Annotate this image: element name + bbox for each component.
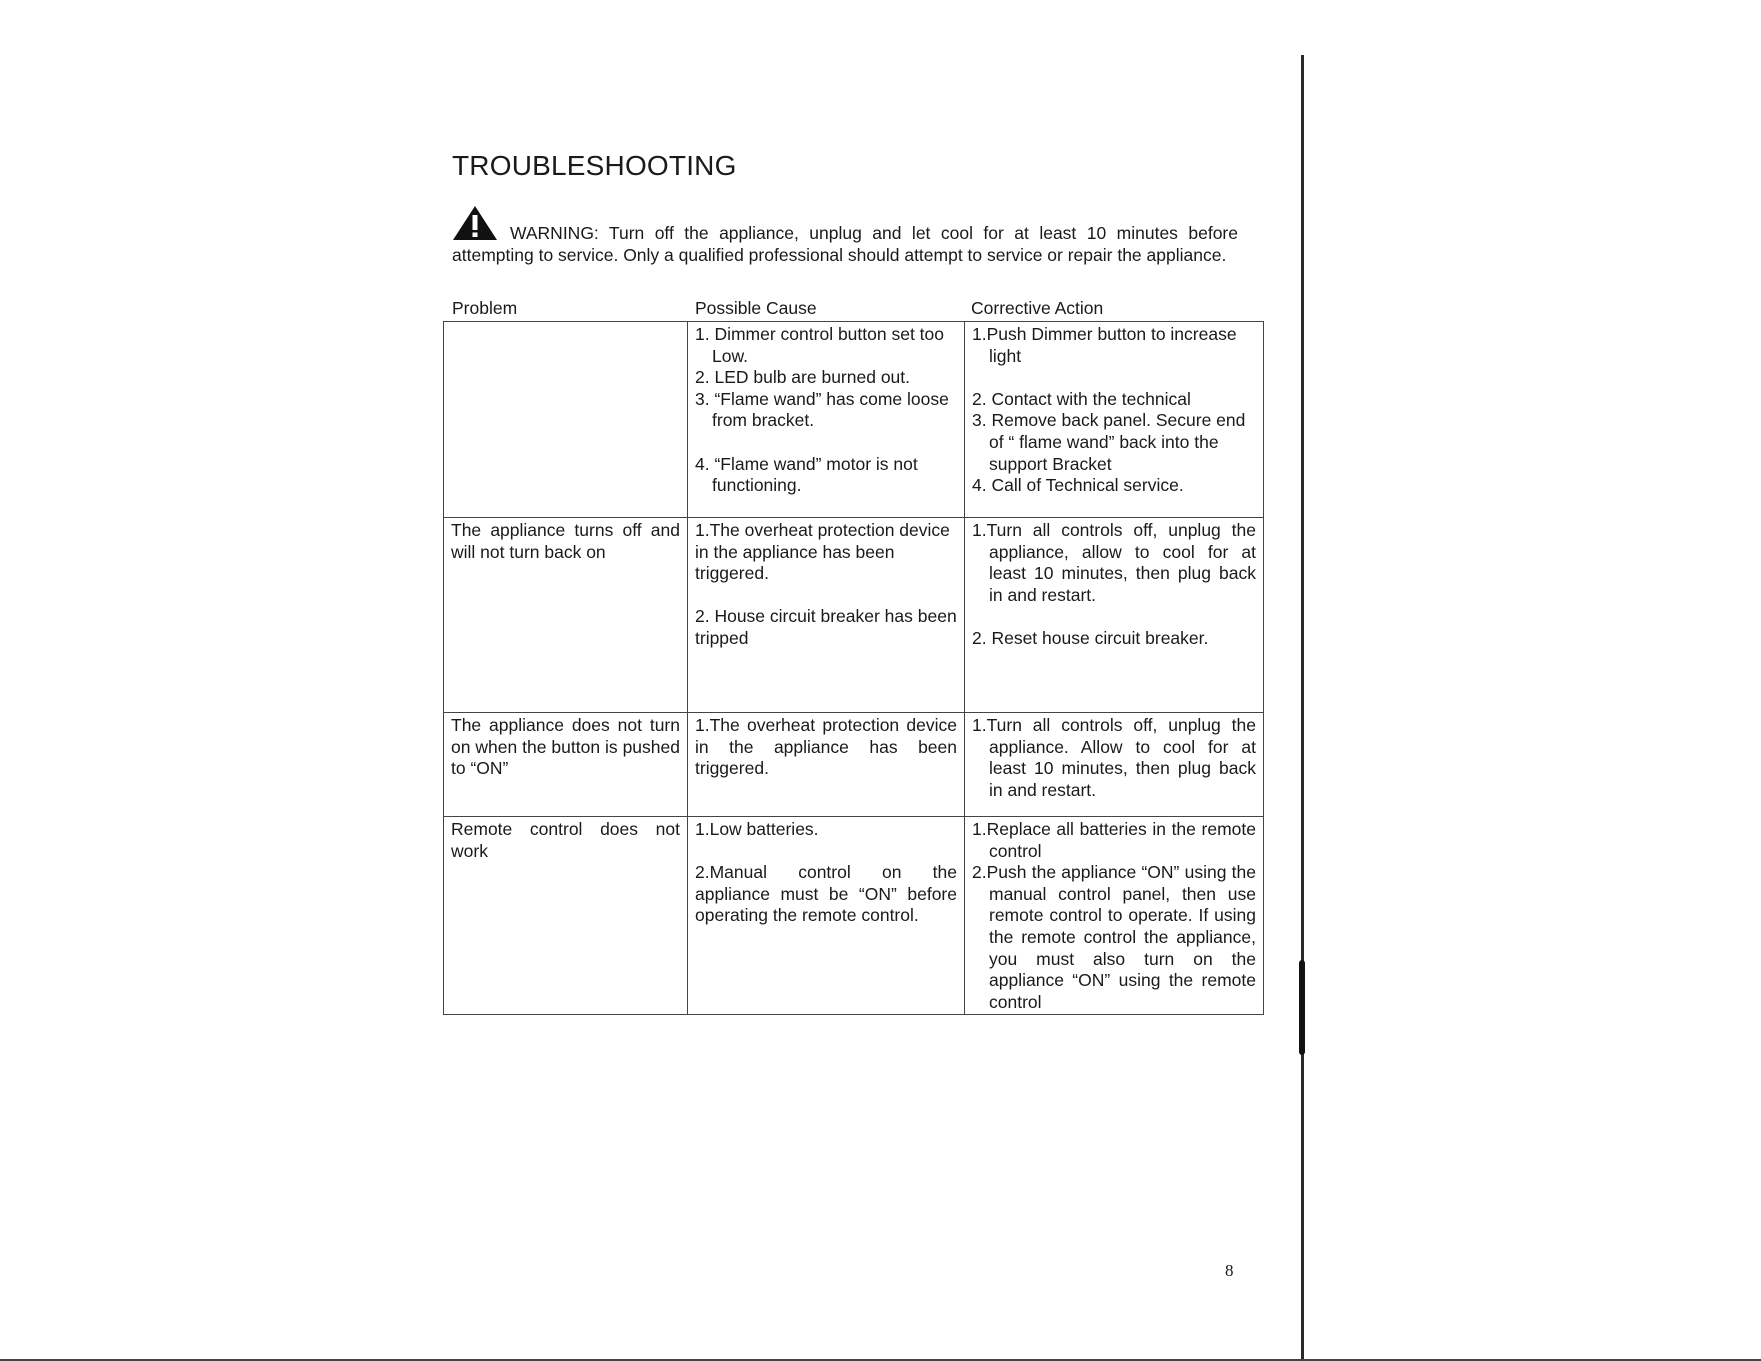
table-row (444, 713, 1264, 817)
page-number: 8 (1225, 1261, 1234, 1280)
page-edge-binding (1299, 960, 1305, 1055)
action-cell (965, 518, 1264, 713)
column-header-action: Corrective Action (971, 298, 1104, 318)
cause-item: 1. Dimmer control button set too Low. (695, 324, 944, 366)
action-cell (965, 817, 1264, 1015)
problem-cell: The appliance does not turn on when the button is pushed to “ON” (444, 713, 688, 817)
cause-cell (688, 518, 965, 713)
page-title: TROUBLESHOOTING (452, 150, 737, 181)
cause-item: 2. LED bulb are burned out. (695, 367, 911, 388)
warning-paragraph (452, 205, 1238, 266)
problem-cell: Remote control does not work (444, 817, 688, 1015)
cause-cell (688, 322, 965, 518)
column-header-problem: Problem (452, 298, 518, 318)
action-cell (965, 322, 1264, 518)
action-cell (965, 713, 1264, 817)
problem-cell (444, 322, 688, 518)
action-item: 2.Push the appliance “ON” using the manual control panel, then use remote control to operate. If using the remote control the appliance, you must also turn on the appliance “ON” using the remote control (972, 862, 1256, 1012)
table-row (444, 518, 1264, 713)
troubleshooting-table (443, 321, 1264, 1015)
warning-triangle-icon (452, 205, 498, 241)
action-item: 2. Reset house circuit breaker. (972, 627, 1209, 648)
action-item: 1.Push Dimmer button to increase light (972, 324, 1237, 366)
page-edge-line (1301, 55, 1304, 1361)
cause-item: 1.The overheat protection device in the appliance has been triggered. (695, 520, 950, 584)
cause-item: 2.Manual control on the appliance must be “ON” before operating the remote control. (695, 862, 957, 926)
cause-item: 4. “Flame wand” motor is not functioning. (695, 453, 918, 496)
cause-item: 2. House circuit breaker has been tripped (695, 606, 957, 648)
cause-item: 1.Low batteries. (695, 819, 819, 839)
action-item: 1.Turn all controls off, unplug the appliance. Allow to cool for at least 10 minutes, then plug back in and restart. (972, 715, 1256, 800)
cause-item: 3. “Flame wand” has come loose from bracket. (695, 388, 949, 431)
problem-cell: The appliance turns off and will not turn back on (444, 518, 688, 713)
cause-cell (688, 713, 965, 817)
column-header-cause: Possible Cause (695, 298, 817, 318)
action-item: 1.Turn all controls off, unplug the appliance, allow to cool for at least 10 minutes, then plug back in and restart. (972, 520, 1256, 605)
action-item: 1.Replace all batteries in the remote control (972, 819, 1256, 861)
action-item: 4. Call of Technical service. (972, 475, 1184, 496)
warning-text: WARNING: Turn off the appliance, unplug and let cool for at least 10 minutes before attempting to service. Only a qualified professional should attempt to service or repair the appliance. (452, 223, 1238, 265)
action-item: 2. Contact with the technical (972, 388, 1191, 409)
cause-cell (688, 817, 965, 1015)
cause-item: 1.The overheat protection device in the appliance has been triggered. (695, 715, 957, 779)
table-row (444, 322, 1264, 518)
table-row (444, 817, 1264, 1015)
action-item: 3. Remove back panel. Secure end of “ flame wand” back into the support Bracket (972, 410, 1246, 474)
